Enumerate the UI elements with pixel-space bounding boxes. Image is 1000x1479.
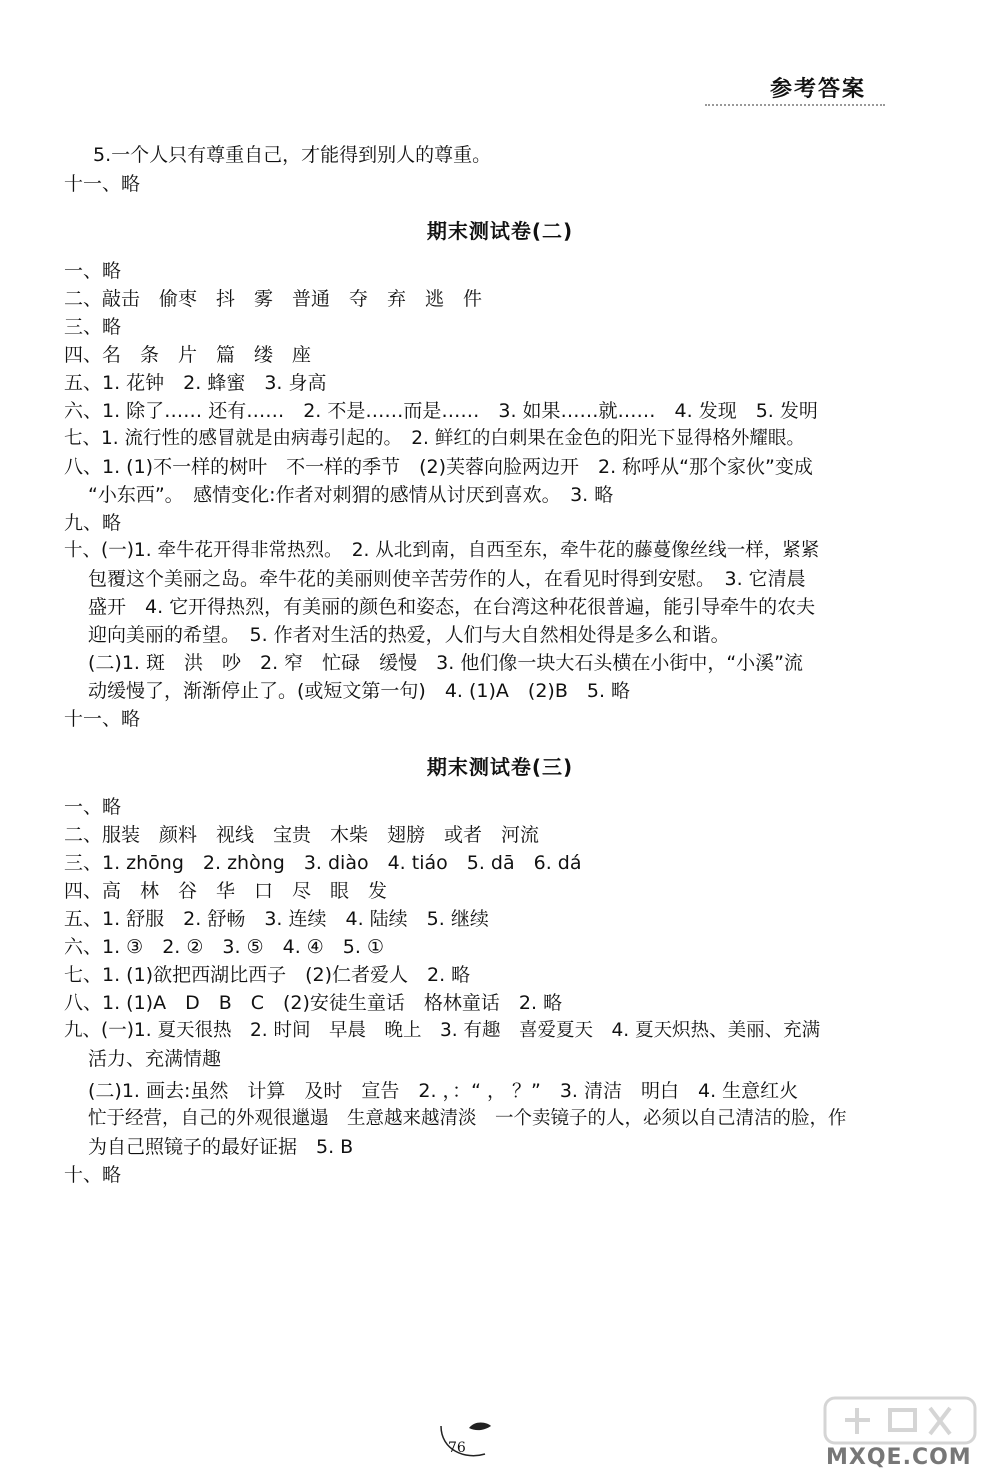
answer-line: 二、敲击 偷枣 抖 雾 普通 夺 弃 逃 件 — [64, 288, 483, 310]
answer-line: 八、1. (1)A D B C (2)安徒生童话 格林童话 2. 略 — [64, 992, 563, 1014]
answer-line: 四、名 条 片 篇 缕 座 — [64, 344, 312, 366]
answer-line: 二、服装 颜料 视线 宝贵 木柴 翅膀 或者 河流 — [64, 824, 540, 846]
answer-line: 迎向美丽的希望。 5. 作者对生活的热爱，人们与大自然相处得是多么和谐。 — [88, 624, 730, 646]
leaf-icon — [435, 1420, 505, 1460]
answer-line: 三、略 — [64, 316, 122, 338]
answer-line: 六、1. 除了…… 还有…… 2. 不是……而是…… 3. 如果……就…… 4. 发现 5. 发明 — [64, 400, 818, 422]
answer-line: 5.一个人只有尊重自己，才能得到别人的尊重。 — [93, 144, 492, 166]
section-title: 期末测试卷(二) — [426, 219, 574, 243]
answer-line: (二)1. 斑 洪 吵 2. 窄 忙碌 缓慢 3. 他们像一块大石头横在小街中，“小溪”流 — [88, 652, 804, 674]
answer-line: “小东西”。 感情变化:作者对刺猬的感情从讨厌到喜欢。 3. 略 — [88, 484, 614, 506]
answer-line: 六、1. ③ 2. ② 3. ⑤ 4. ④ 5. ① — [64, 936, 385, 958]
answer-line: 活力、充满情趣 — [88, 1048, 222, 1070]
answer-line: 五、1. 舒服 2. 舒畅 3. 连续 4. 陆续 5. 继续 — [64, 908, 489, 930]
answer-line: 忙于经营，自己的外观很邋遢 生意越来越清淡 一个卖镜子的人，必须以自己清洁的脸，作 — [88, 1108, 847, 1129]
header-divider — [705, 104, 885, 106]
answer-line: 十一、略 — [64, 173, 141, 195]
answer-line: 十、略 — [64, 1164, 122, 1186]
answer-line: 五、1. 花钟 2. 蜂蜜 3. 身高 — [64, 372, 327, 394]
answer-line: 八、1. (1)不一样的树叶 不一样的季节 (2)芙蓉向脸两边开 2. 称呼从“那个家伙”变成 — [64, 456, 813, 478]
answer-line: 为自己照镜子的最好证据 5. B — [88, 1136, 354, 1158]
answer-line: 一、略 — [64, 260, 122, 282]
answer-line: 三、1. zhōng 2. zhòng 3. diào 4. tiáo 5. dā 6. dá — [64, 852, 582, 874]
header-title: 参考答案 — [770, 77, 867, 102]
answer-line: 动缓慢了，渐渐停止了。(或短文第一句) 4. (1)A (2)B 5. 略 — [88, 680, 631, 702]
answer-line: 十、(一)1. 牵牛花开得非常热烈。 2. 从北到南，自西至东，牵牛花的藤蔓像丝线一样，紧紧 — [64, 540, 820, 561]
answer-line: 一、略 — [64, 796, 122, 818]
watermark-text: MXQE.COM — [826, 1445, 972, 1470]
section-title: 期末测试卷(三) — [426, 755, 574, 779]
answer-line: 包覆这个美丽之岛。牵牛花的美丽则使辛苦劳作的人，在看见时得到安慰。 3. 它清晨 — [88, 568, 806, 590]
page-number: 76 — [448, 1440, 466, 1456]
answer-line: 九、略 — [64, 512, 122, 534]
answer-line: 四、高 林 谷 华 口 尽 眼 发 — [64, 880, 388, 902]
answer-line: 九、(一)1. 夏天很热 2. 时间 早晨 晚上 3. 有趣 喜爱夏天 4. 夏天炽热、美丽、充满 — [64, 1020, 821, 1041]
answer-line: 七、1. 流行性的感冒就是由病毒引起的。 2. 鲜红的白刺果在金色的阳光下显得格外耀眼。 — [64, 428, 805, 449]
answer-line: 七、1. (1)欲把西湖比西子 (2)仁者爱人 2. 略 — [64, 964, 471, 986]
answer-line: (二)1. 画去:虽然 计算 及时 宣告 2. ，：“ ， ？” 3. 清洁 明白 4. 生意红火 — [88, 1080, 799, 1102]
answer-line: 盛开 4. 它开得热烈，有美丽的颜色和姿态，在台湾这种花很普遍，能引导牵牛的农夫 — [88, 596, 816, 618]
answer-line: 十一、略 — [64, 708, 141, 730]
